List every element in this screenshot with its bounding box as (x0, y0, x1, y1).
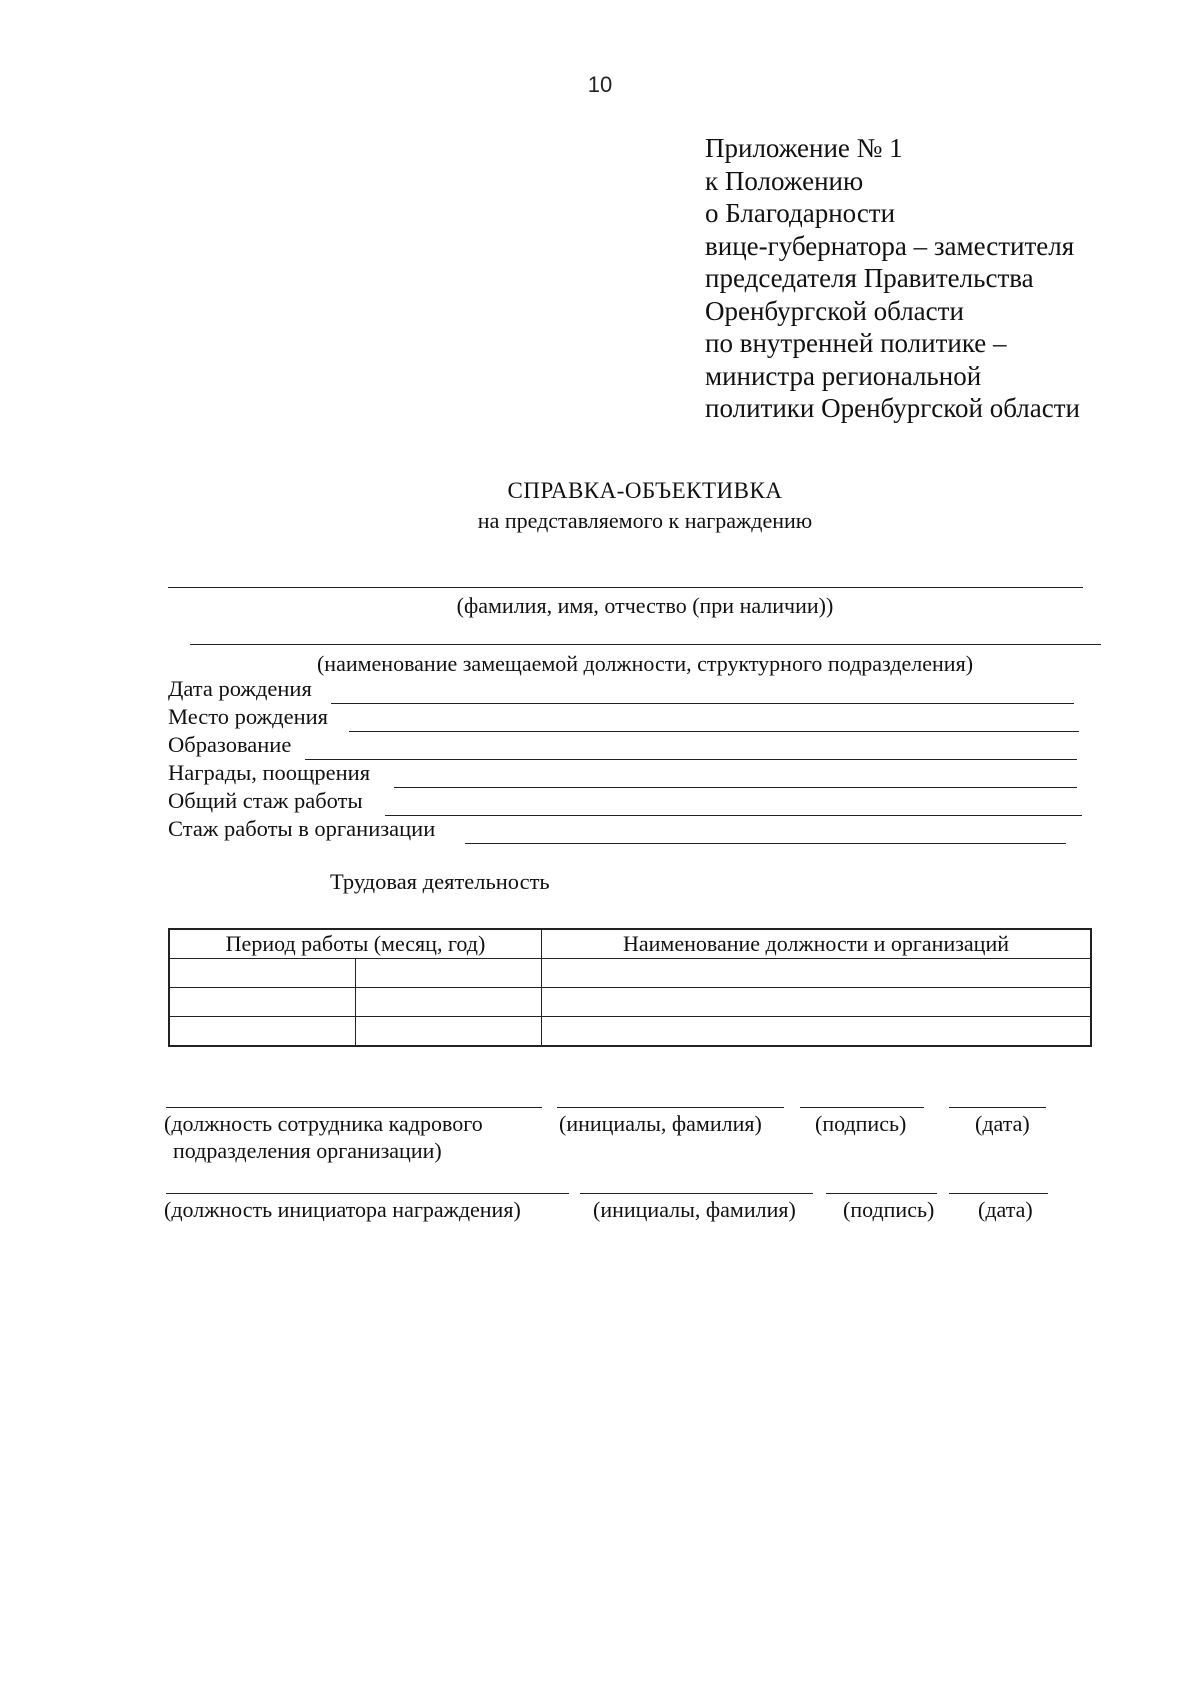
initiator-position-caption: (должность инициатора награждения) (164, 1197, 521, 1222)
birth-date-fill-line (331, 703, 1074, 704)
hr-signature-sign-line (800, 1107, 924, 1108)
name-fill-line (168, 587, 1083, 588)
hr-date-caption: (дата) (975, 1111, 1030, 1136)
table-cell (169, 988, 356, 1017)
table-row (169, 959, 1091, 988)
document-title: СПРАВКА-ОБЪЕКТИВКА (507, 478, 783, 503)
appendix-line: вице-губернатора – заместителя (705, 230, 1075, 261)
name-caption: (фамилия, имя, отчество (при наличии)) (456, 593, 834, 618)
appendix-line: политики Оренбургской области (705, 393, 1080, 423)
hr-position-caption-2: подразделения организации) (173, 1138, 442, 1163)
hr-position-caption-1: (должность сотрудника кадрового (164, 1111, 483, 1136)
initiator-initials-sign-line (580, 1193, 813, 1194)
appendix-line: Приложение № 1 (705, 133, 903, 163)
appendix-line: Оренбургской области (705, 295, 964, 326)
appendix-line: к Положению (705, 165, 864, 196)
initiator-signature-caption: (подпись) (843, 1197, 935, 1222)
table-row (169, 988, 1091, 1017)
hr-signature-caption: (подпись) (815, 1111, 907, 1136)
table-cell (542, 1017, 1092, 1047)
total-experience-fill-line (385, 815, 1082, 816)
hr-initials-caption: (инициалы, фамилия) (559, 1111, 762, 1136)
field-total-experience-label: Общий стаж работы (168, 788, 363, 813)
initiator-position-sign-line (166, 1193, 569, 1194)
hr-initials-sign-line (557, 1107, 784, 1108)
field-birth-date-label: Дата рождения (168, 676, 312, 701)
hr-position-sign-line (166, 1107, 542, 1108)
org-experience-fill-line (465, 843, 1066, 844)
work-section-title: Трудовая деятельность (330, 869, 550, 894)
position-fill-line (190, 644, 1101, 645)
page-number: 10 (587, 72, 613, 97)
birth-place-fill-line (349, 731, 1079, 732)
table-cell (169, 1017, 356, 1047)
field-education-label: Образование (168, 732, 292, 757)
position-caption: (наименование замещаемой должности, структурного подразделения) (316, 651, 974, 676)
hr-date-sign-line (949, 1107, 1046, 1108)
education-fill-line (305, 759, 1077, 760)
appendix-line: о Благодарности (705, 198, 896, 228)
field-awards-label: Награды, поощрения (168, 760, 371, 785)
period-header: Период работы (месяц, год) (169, 929, 542, 959)
appendix-block (705, 132, 1080, 425)
initiator-date-caption: (дата) (978, 1197, 1033, 1222)
appendix-line: министра региональной (705, 360, 982, 391)
position-org-header: Наименование должности и организаций (542, 929, 1092, 959)
field-org-experience-label: Стаж работы в организации (168, 816, 436, 841)
document-subtitle: на представляемого к награждению (477, 508, 813, 533)
table-cell (356, 1017, 542, 1047)
initiator-initials-caption: (инициалы, фамилия) (593, 1197, 796, 1222)
awards-fill-line (394, 787, 1077, 788)
appendix-line: по внутренней политике – (705, 328, 1007, 358)
work-history-table (168, 928, 1092, 1047)
table-cell (169, 959, 356, 988)
field-birth-place-label: Место рождения (168, 704, 329, 729)
table-row (169, 1017, 1091, 1047)
table-cell (356, 959, 542, 988)
initiator-date-sign-line (949, 1193, 1048, 1194)
table-cell (542, 959, 1092, 988)
table-cell (542, 988, 1092, 1017)
appendix-line: председателя Правительства (705, 263, 1034, 293)
table-header-row (169, 929, 1091, 959)
table-cell (356, 988, 542, 1017)
initiator-signature-sign-line (826, 1193, 937, 1194)
